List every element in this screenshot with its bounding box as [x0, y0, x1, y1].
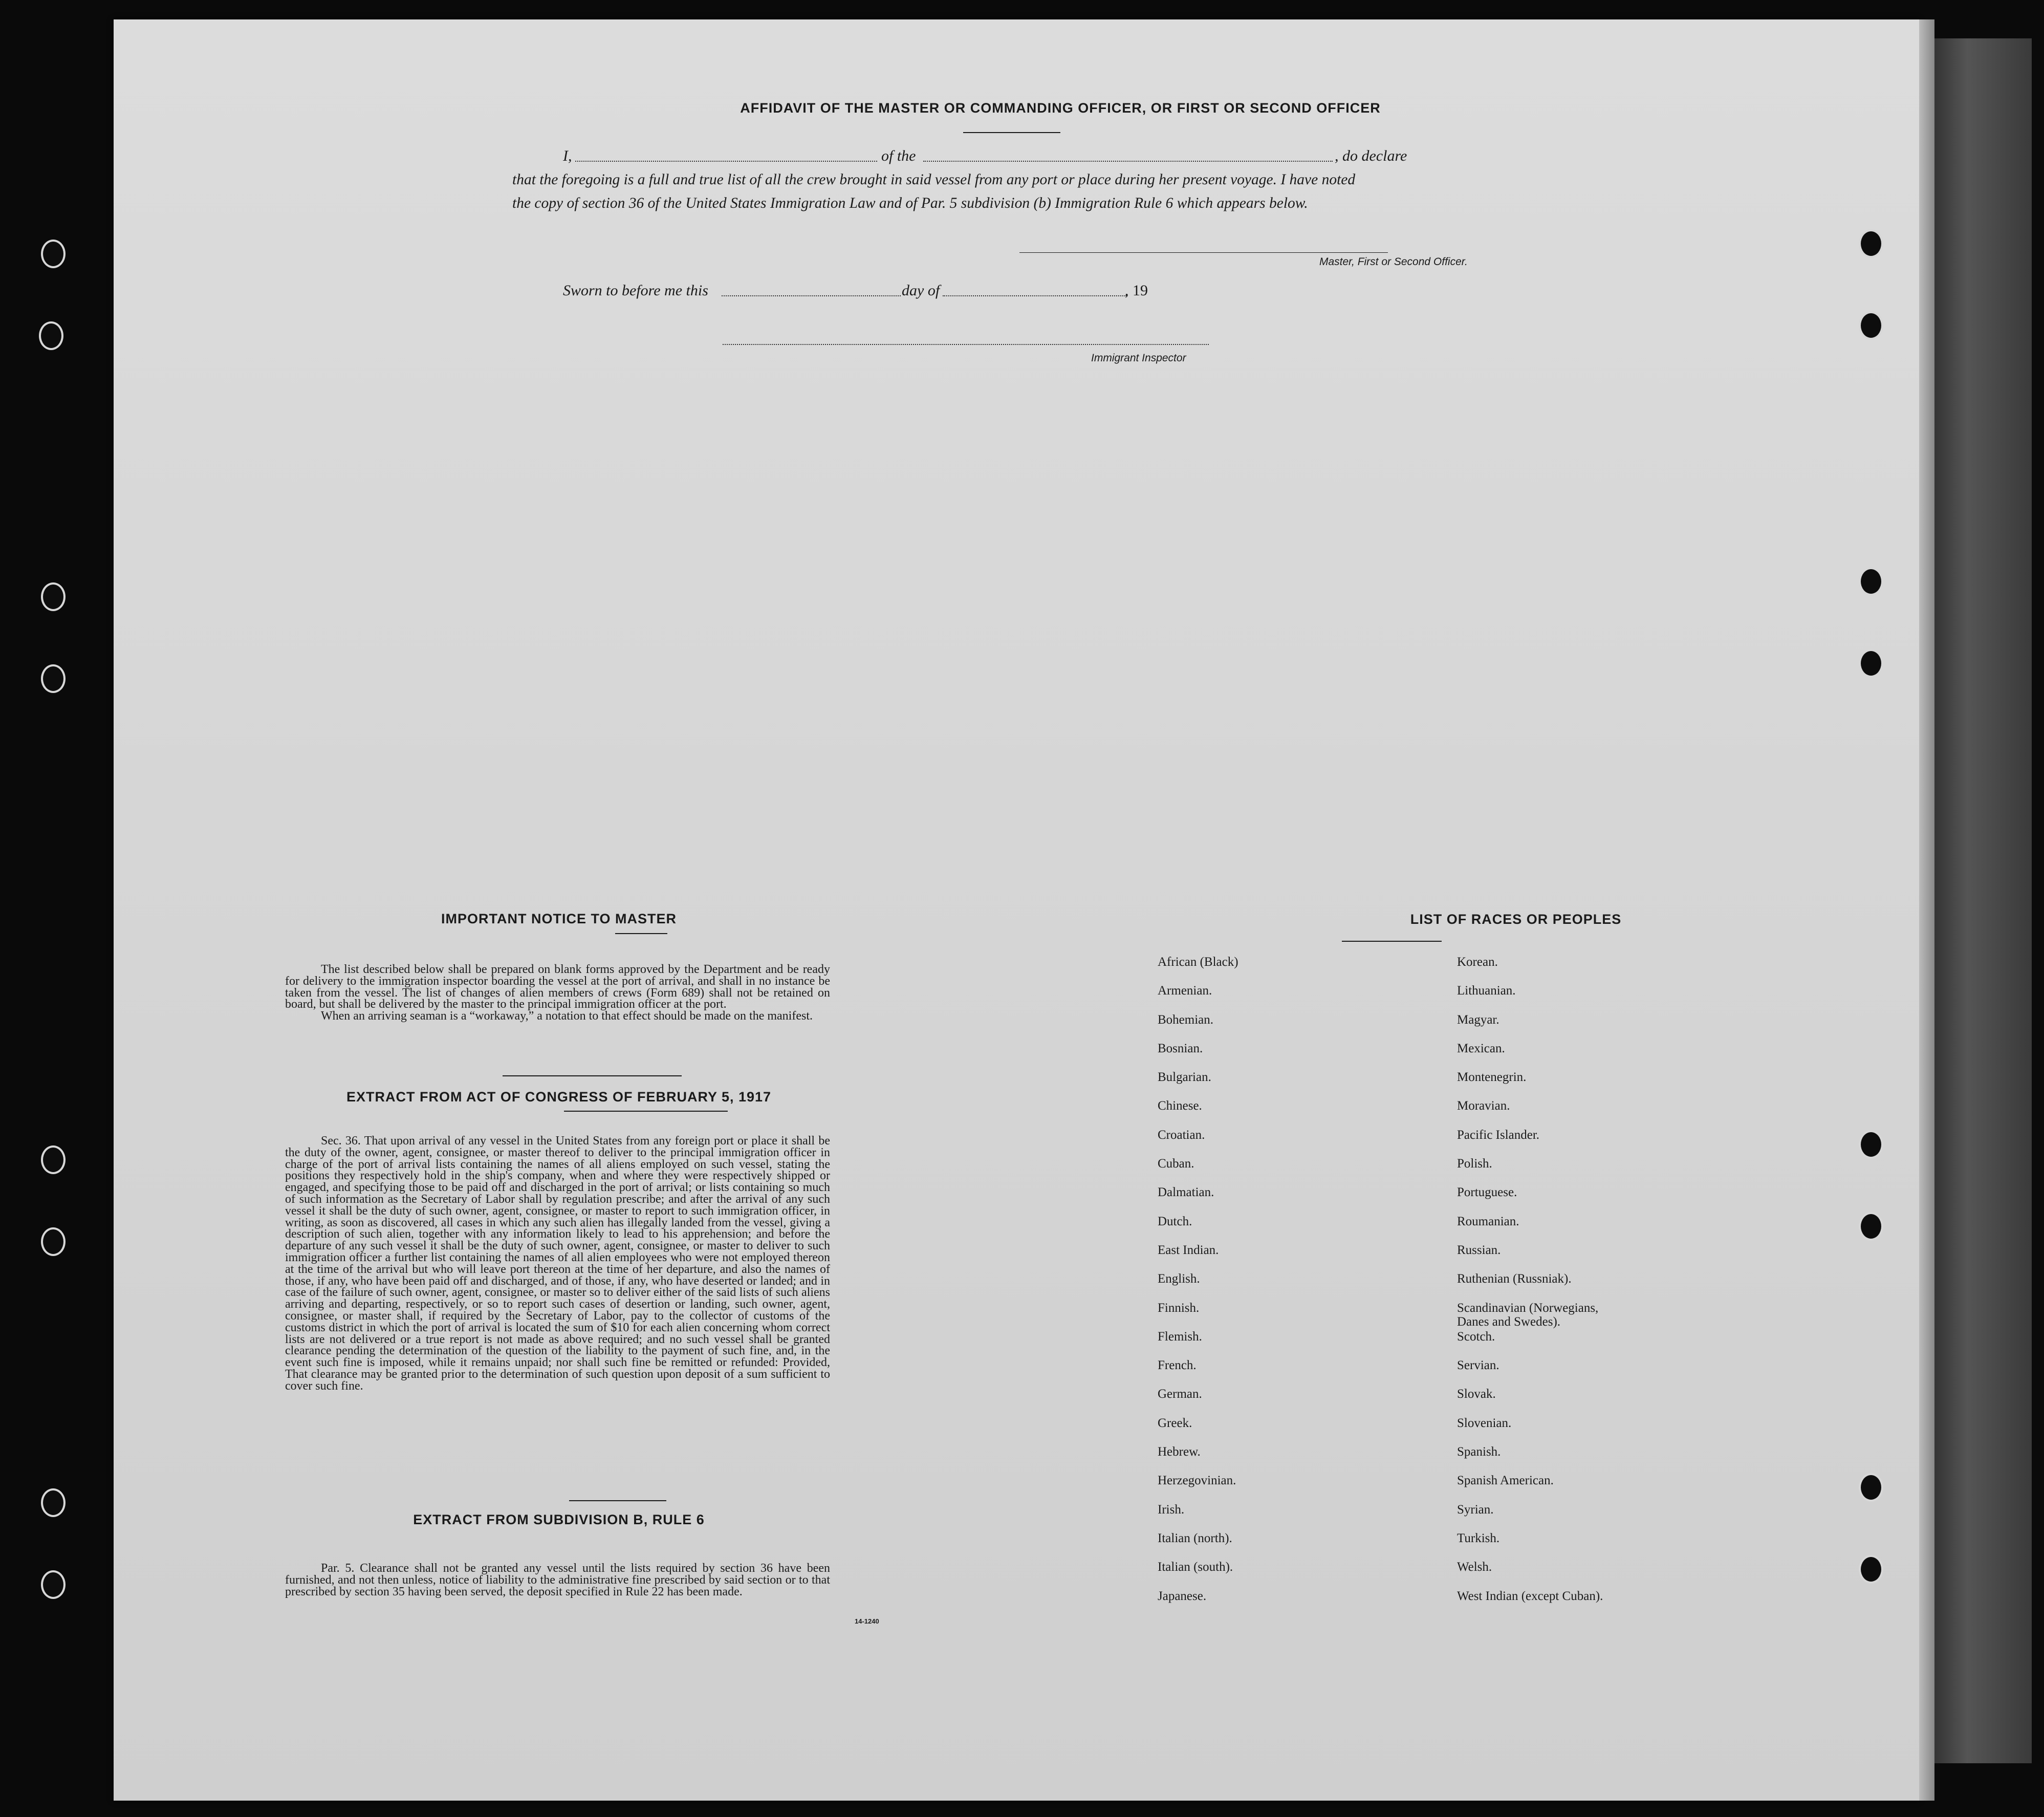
binder-hole — [41, 1488, 66, 1517]
notice-end-divider — [503, 1075, 682, 1076]
affidavit-title: AFFIDAVIT OF THE MASTER OR COMMANDING OFFICER, OR FIRST OR SECOND OFFICER — [740, 100, 1381, 116]
binder-hole — [41, 664, 66, 693]
race-item: English. — [1158, 1272, 1200, 1286]
sworn-day-fill-line[interactable] — [722, 295, 901, 296]
bleed-through-row — [160, 460, 1900, 475]
race-item: Bulgarian. — [1158, 1070, 1211, 1085]
binder-hole — [41, 1227, 66, 1256]
race-item: French. — [1158, 1358, 1197, 1373]
races-divider — [1342, 941, 1442, 942]
race-item: Greek. — [1158, 1416, 1192, 1430]
race-item: Spanish American. — [1457, 1474, 1554, 1488]
extract-act-body — [285, 1135, 830, 1392]
races-heading: LIST OF RACES OR PEOPLES — [1410, 912, 1622, 927]
page-edge — [1919, 19, 1934, 1801]
binder-hole — [1859, 311, 1883, 340]
underlying-sheet — [1924, 38, 2032, 1763]
extract-act-heading: EXTRACT FROM ACT OF CONGRESS OF FEBRUARY 5, 1917 — [346, 1089, 772, 1105]
race-item: Servian. — [1457, 1358, 1499, 1373]
race-item: Slovenian. — [1457, 1416, 1512, 1430]
race-item: Slovak. — [1457, 1387, 1496, 1401]
race-item: Syrian. — [1457, 1502, 1494, 1517]
bleed-through-row — [160, 378, 1900, 393]
extract-act-divider — [564, 1111, 728, 1112]
extract-act-end-divider — [569, 1500, 666, 1501]
year-label: , 19 — [1125, 282, 1148, 299]
inspector-signature-line[interactable] — [723, 344, 1209, 345]
race-item: Moravian. — [1457, 1099, 1510, 1113]
race-item: East Indian. — [1158, 1243, 1219, 1257]
race-item: Roumanian. — [1457, 1214, 1519, 1228]
binder-hole — [1859, 1212, 1883, 1241]
binder-hole — [1859, 1130, 1883, 1159]
notice-paragraph-2: When an arriving seaman is a “workaway,” a notation to that effect should be made on the manifest. — [321, 1009, 813, 1023]
races-column-1 — [1158, 955, 1424, 1618]
binder-hole — [1859, 649, 1883, 678]
race-item: Ruthenian (Russniak). — [1457, 1272, 1572, 1286]
race-item: Pacific Islander. — [1457, 1128, 1540, 1142]
race-item: Italian (south). — [1158, 1560, 1233, 1574]
race-item: Lithuanian. — [1457, 984, 1516, 998]
affidavit-of-the-label: of the — [881, 147, 916, 164]
sworn-label: Sworn to before me this — [563, 282, 708, 299]
race-item: Flemish. — [1158, 1329, 1202, 1344]
races-column-2 — [1457, 955, 1723, 1618]
inspector-label: Immigrant Inspector — [1091, 352, 1186, 364]
race-item: Irish. — [1158, 1502, 1185, 1517]
binder-hole — [39, 321, 63, 350]
bleed-through-row — [160, 419, 1900, 434]
binder-hole — [1859, 229, 1883, 258]
notice-paragraph-1: The list described below shall be prepared on blank forms approved by the Department and be ready for delivery to the immigration inspector boarding the vessel at the port of arrival, and shall in no instance be taken from the vessel. The list of changes of alien members of crews (Form 689) shall not be retained on board, but shall be delivered by the master to the principal immigration officer at the port. — [285, 963, 830, 1011]
binder-hole — [1859, 1555, 1883, 1584]
race-item: Turkish. — [1457, 1531, 1500, 1545]
race-item: West Indian (except Cuban). — [1457, 1589, 1603, 1603]
race-item: Armenian. — [1158, 984, 1212, 998]
race-item: African (Black) — [1158, 955, 1238, 969]
signature-line[interactable] — [1019, 252, 1388, 253]
notice-heading: IMPORTANT NOTICE TO MASTER — [441, 911, 677, 926]
form-number: 14-1240 — [855, 1617, 879, 1625]
notice-body — [285, 964, 830, 1022]
race-item: Bosnian. — [1158, 1041, 1203, 1055]
race-item: Japanese. — [1158, 1589, 1207, 1603]
binder-hole — [41, 240, 66, 268]
affidavit-line-3: the copy of section 36 of the United States Immigration Law and of Par. 5 subdivision (b) Immigration Rule 6 which appears below. — [512, 195, 1308, 211]
race-item: Scotch. — [1457, 1329, 1495, 1344]
race-item: Cuban. — [1158, 1157, 1194, 1171]
extract-rule-body — [285, 1563, 830, 1597]
par-5-text: Par. 5. Clearance shall not be granted any vessel until the lists required by section 36 have been furnished, and not then unless, notice of liability to the administrative fine prescribed by said section or to that prescribed by section 35 having been served, the deposit specified in Rule 22 has been made. — [285, 1562, 830, 1598]
binder-hole — [1859, 567, 1883, 596]
race-item: Croatian. — [1158, 1128, 1205, 1142]
signature-label: Master, First or Second Officer. — [1319, 256, 1468, 268]
binder-hole — [41, 1145, 66, 1174]
race-item: Portuguese. — [1457, 1185, 1517, 1200]
race-item: Spanish. — [1457, 1445, 1501, 1459]
notice-divider — [615, 933, 667, 934]
binder-hole — [41, 1570, 66, 1599]
race-item: Welsh. — [1457, 1560, 1492, 1574]
binder-hole — [1859, 1473, 1883, 1502]
race-item: Mexican. — [1457, 1041, 1505, 1055]
race-item: Montenegrin. — [1457, 1070, 1527, 1085]
race-item: Scandinavian (Norwegians, Danes and Swedes). — [1457, 1301, 1599, 1329]
race-item: Bohemian. — [1158, 1012, 1214, 1027]
affidavit-i-label: I, — [563, 147, 572, 164]
race-item: Korean. — [1457, 955, 1498, 969]
manifest-page — [114, 19, 1919, 1801]
race-item: Dutch. — [1158, 1214, 1192, 1228]
binder-hole — [41, 582, 66, 611]
race-item: German. — [1158, 1387, 1202, 1401]
bleed-through-row — [160, 501, 1900, 516]
race-item: Polish. — [1457, 1157, 1492, 1171]
affidavit-do-declare: , do declare — [1335, 147, 1407, 164]
name-fill-line[interactable] — [575, 161, 877, 162]
race-item: Finnish. — [1158, 1301, 1200, 1315]
sworn-month-fill-line[interactable] — [943, 295, 1127, 296]
vessel-fill-line[interactable] — [923, 161, 1333, 162]
section-36-text: Sec. 36. That upon arrival of any vessel in the United States from any foreign port or place it shall be the duty of the owner, agent, consignee, or master thereof to deliver to the principal immigration officer in charge of the port of arrival lists containing the names of all aliens employed on such vessel, stating the positions they respectively hold in the ship's company, when and where they were respectively shipped or engaged, and specifying those to be paid off and discharged in the port of arrival; or lists containing so much of such information as the Secretary of Labor shall by regulation prescribe; and after the arrival of any such vessel it shall be the duty of such owner, agent, consignee, or master to report to such immigration officer, in writing, as soon as discovered, all cases in which any such alien has illegally landed from the vessel, giving a description of such alien, together with any information likely to lead to his apprehension; and before the departure of any such vessel it shall be the duty of such owner, agent, consignee, or master to deliver to such immigration officer a further list containing the names of all alien employees who were not employed thereon at the time of the arrival but who will leave port thereon at the time of her departure, and also the names of those, if any, who have been paid off and discharged, and of those, if any, who have deserted or landed; and in case of the failure of such owner, agent, consignee, or master so to deliver either of the said lists of such aliens arriving and departing, respectively, or so to report such cases of desertion or landing, such owner, agent, consignee, or master shall, if required by the Secretary of Labor, pay to the collector of customs of the customs district in which the port of arrival is located the sum of $10 for each alien concerning whom correct lists are not delivered or a true report is not made as above required; and no such vessel shall be granted clearance pending the determination of the question of the liability to the payment of such fine, and, in the event such fine is imposed, while it remains unpaid; nor shall such fine be remitted or refunded: Provided, That clearance may be granted prior to the determination of such question upon deposit of a sum sufficient to cover such fine. — [285, 1134, 830, 1393]
race-item: Herzegovinian. — [1158, 1474, 1236, 1488]
race-item: Magyar. — [1457, 1012, 1499, 1027]
affidavit-line-2: that the foregoing is a full and true list of all the crew brought in said vessel from any port or place during her present voyage. I have noted — [512, 171, 1356, 188]
race-item: Chinese. — [1158, 1099, 1202, 1113]
title-divider — [963, 132, 1060, 133]
race-item: Hebrew. — [1158, 1445, 1201, 1459]
race-item: Italian (north). — [1158, 1531, 1232, 1545]
day-of-label: day of — [902, 282, 940, 299]
race-item: Russian. — [1457, 1243, 1501, 1257]
race-item: Dalmatian. — [1158, 1185, 1214, 1200]
extract-rule-heading: EXTRACT FROM SUBDIVISION B, RULE 6 — [413, 1512, 705, 1527]
